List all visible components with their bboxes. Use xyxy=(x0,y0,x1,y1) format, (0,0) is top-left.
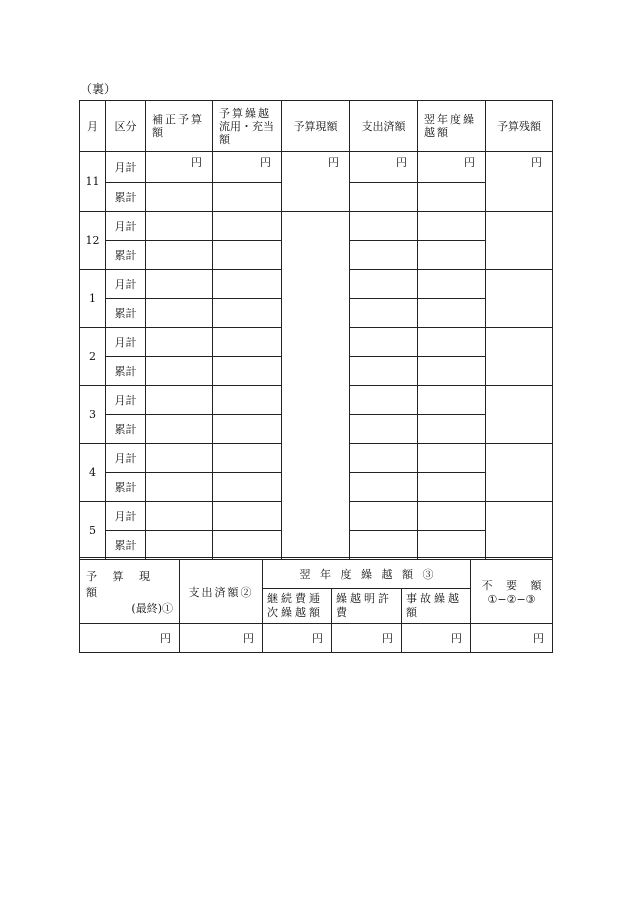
cell-expended xyxy=(350,183,418,212)
summary-yen-continuing: 円 xyxy=(263,624,332,653)
cell-next-year xyxy=(418,212,486,241)
cell-remaining xyxy=(486,328,553,386)
cell-transfer xyxy=(213,531,282,560)
cell-expended xyxy=(350,212,418,241)
cell-expended xyxy=(350,241,418,270)
header-next-year-line1: 翌年度繰 xyxy=(424,113,476,126)
row-label-monthly: 月計 xyxy=(106,328,146,357)
cell-remaining xyxy=(486,212,553,270)
summary-yen-accident: 円 xyxy=(402,624,471,653)
cell-expended xyxy=(350,502,418,531)
cell-expended xyxy=(350,531,418,560)
summary-table xyxy=(79,557,553,653)
cell-remaining: 円 xyxy=(486,152,553,212)
cell-expended xyxy=(350,270,418,299)
month-cell: 3 xyxy=(80,386,106,444)
month-cell: 11 xyxy=(80,152,106,212)
cell-supplementary xyxy=(146,502,213,531)
cell-supplementary xyxy=(146,241,213,270)
cell-supplementary xyxy=(146,212,213,241)
cell-supplementary xyxy=(146,444,213,473)
summary-continuing-header xyxy=(263,589,332,624)
cell-expended xyxy=(350,444,418,473)
month-cell: 1 xyxy=(80,270,106,328)
header-month: 月 xyxy=(80,101,106,152)
cell-current-budget-merged xyxy=(282,212,350,560)
header-expended: 支出済額 xyxy=(350,101,418,152)
summary-approved-header xyxy=(332,589,402,624)
row-label-monthly: 月計 xyxy=(106,386,146,415)
row-label-monthly: 月計 xyxy=(106,212,146,241)
cell-expended xyxy=(350,328,418,357)
cell-supplementary xyxy=(146,183,213,212)
cell-next-year xyxy=(418,241,486,270)
row-label-monthly: 月計 xyxy=(106,502,146,531)
cell-expended xyxy=(350,357,418,386)
cell-transfer xyxy=(213,415,282,444)
summary-continuing-line2: 次繰越額 xyxy=(267,606,323,619)
summary-carryover-header: 翌 年 度 繰 越 額 ③ xyxy=(263,559,471,589)
header-remaining: 予算残額 xyxy=(486,101,553,152)
row-label-monthly: 月計 xyxy=(106,152,146,183)
cell-expended xyxy=(350,473,418,502)
cell-current-budget: 円 xyxy=(282,152,350,212)
page-label: （裏） xyxy=(80,82,117,96)
cell-next-year xyxy=(418,386,486,415)
cell-next-year xyxy=(418,183,486,212)
cell-expended xyxy=(350,386,418,415)
month-cell: 5 xyxy=(80,502,106,560)
cell-remaining xyxy=(486,502,553,560)
row-label-cumulative: 累計 xyxy=(106,299,146,328)
cell-next-year: 円 xyxy=(418,152,486,183)
row-label-cumulative: 累計 xyxy=(106,531,146,560)
cell-next-year xyxy=(418,444,486,473)
header-transfer xyxy=(213,101,282,152)
header-current-budget: 予算現額 xyxy=(282,101,350,152)
row-label-cumulative: 累計 xyxy=(106,473,146,502)
cell-supplementary xyxy=(146,415,213,444)
cell-supplementary xyxy=(146,357,213,386)
table-row xyxy=(80,152,553,183)
summary-approved-line2: 費 xyxy=(336,606,350,619)
header-transfer-line2: 流用・充当 xyxy=(219,119,274,133)
cell-transfer xyxy=(213,444,282,473)
cell-next-year xyxy=(418,502,486,531)
row-label-cumulative: 累計 xyxy=(106,183,146,212)
cell-supplementary xyxy=(146,270,213,299)
month-cell: 2 xyxy=(80,328,106,386)
row-label-monthly: 月計 xyxy=(106,444,146,473)
cell-transfer xyxy=(213,328,282,357)
header-transfer-line3: 額 xyxy=(219,132,232,146)
cell-transfer xyxy=(213,502,282,531)
row-label-cumulative: 累計 xyxy=(106,241,146,270)
cell-transfer xyxy=(213,241,282,270)
summary-budget-line2: (最終)① xyxy=(131,601,173,615)
cell-supplementary xyxy=(146,328,213,357)
row-label-cumulative: 累計 xyxy=(106,357,146,386)
cell-supplementary xyxy=(146,531,213,560)
summary-yen-approved: 円 xyxy=(332,624,402,653)
summary-header-row1 xyxy=(80,559,553,589)
header-row xyxy=(80,101,553,152)
header-next-year xyxy=(418,101,486,152)
cell-transfer xyxy=(213,183,282,212)
header-transfer-line1: 予算繰越 xyxy=(219,106,271,120)
summary-budget-line1: 予 算 現 額 xyxy=(86,569,156,599)
cell-next-year xyxy=(418,328,486,357)
summary-accident-line2: 額 xyxy=(406,606,420,619)
cell-remaining xyxy=(486,386,553,444)
cell-next-year xyxy=(418,531,486,560)
cell-transfer xyxy=(213,473,282,502)
cell-remaining xyxy=(486,444,553,502)
cell-expended xyxy=(350,299,418,328)
row-label-cumulative: 累計 xyxy=(106,415,146,444)
header-supplementary: 補正予算額 xyxy=(146,101,213,152)
cell-expended: 円 xyxy=(350,152,418,183)
summary-accident-header xyxy=(402,589,471,624)
cell-supplementary xyxy=(146,473,213,502)
summary-approved-line1: 繰越明許 xyxy=(336,592,392,605)
summary-yen-budget: 円 xyxy=(80,624,180,653)
summary-yen-expended: 円 xyxy=(180,624,263,653)
cell-next-year xyxy=(418,357,486,386)
cell-transfer xyxy=(213,212,282,241)
cell-supplementary: 円 xyxy=(146,152,213,183)
cell-next-year xyxy=(418,299,486,328)
cell-next-year xyxy=(418,415,486,444)
cell-next-year xyxy=(418,473,486,502)
budget-table xyxy=(79,100,553,560)
summary-yen-unnecessary: 円 xyxy=(471,624,553,653)
summary-unnecessary-line2: ①−②−③ xyxy=(487,593,536,606)
summary-unnecessary-line1: 不 要 額 xyxy=(481,579,542,592)
cell-transfer xyxy=(213,270,282,299)
row-label-monthly: 月計 xyxy=(106,270,146,299)
cell-supplementary xyxy=(146,386,213,415)
cell-transfer: 円 xyxy=(213,152,282,183)
table-row xyxy=(80,212,553,241)
cell-expended xyxy=(350,415,418,444)
month-cell: 12 xyxy=(80,212,106,270)
cell-supplementary xyxy=(146,299,213,328)
summary-continuing-line1: 継続費逓 xyxy=(267,592,323,605)
summary-expended-header: 支出済額② xyxy=(180,559,263,624)
cell-transfer xyxy=(213,299,282,328)
summary-unnecessary-header xyxy=(471,559,553,624)
cell-transfer xyxy=(213,357,282,386)
cell-remaining xyxy=(486,270,553,328)
header-category: 区分 xyxy=(106,101,146,152)
summary-value-row xyxy=(80,624,553,653)
cell-next-year xyxy=(418,270,486,299)
month-cell: 4 xyxy=(80,444,106,502)
header-next-year-line2: 越額 xyxy=(424,126,450,139)
summary-accident-line1: 事故繰越 xyxy=(406,592,462,605)
summary-budget-header xyxy=(80,559,180,624)
cell-transfer xyxy=(213,386,282,415)
